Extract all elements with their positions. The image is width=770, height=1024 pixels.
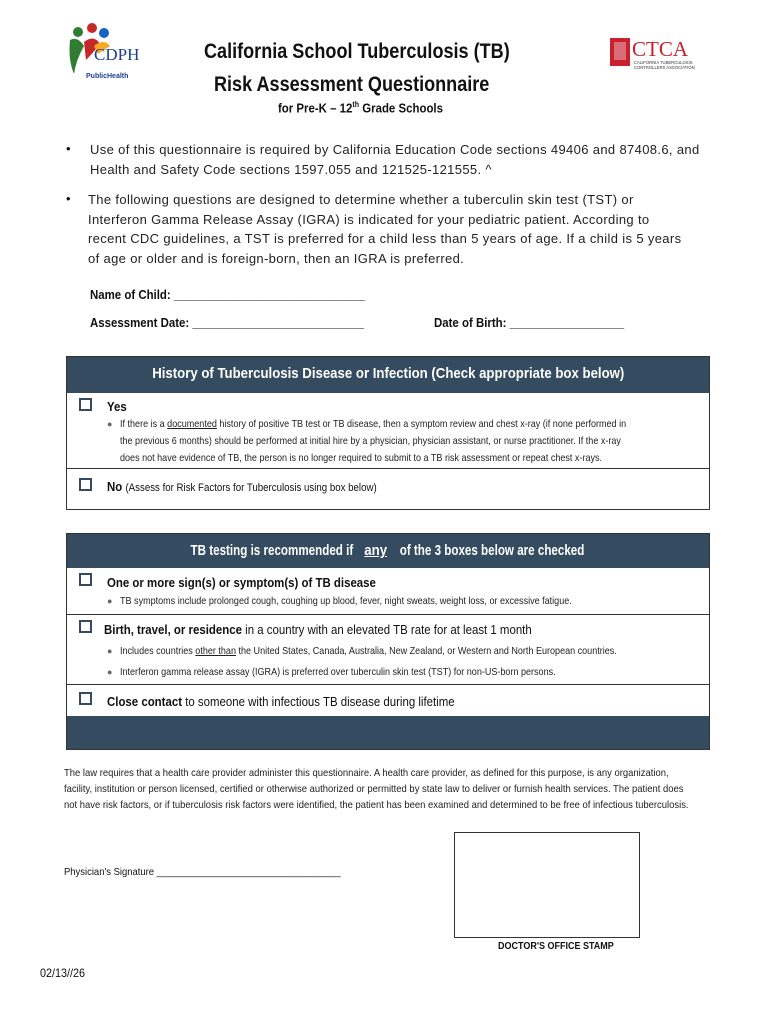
svg-text:CONTROLLERS ASSOCIATION: CONTROLLERS ASSOCIATION [634,65,695,70]
svg-text:PublicHealth: PublicHealth [86,73,129,80]
law-statement: The law requires that a health care provider administer this questionnaire. A health care provider, as defined for this purpose, is any organization, facility, institution or person licensed, certified or otherwise authorized or permitted by state law to deliver or furnish health services. The patient does not have risk factors, or if tuberculosis risk factors were identified, the patient has been examined and determined to be free of infectious tuberculosis. [64,767,689,811]
bullet-dot: ● [107,596,113,606]
intro-bullet-1: Use of this questionnaire is required by California Education Code sections 49406 and 87408.6, and Health and Safety Code sections 1597.055 and 121525-121555. ^ [90,142,700,177]
cdph-logo [64,20,144,82]
yes-label: Yes [107,399,127,414]
divider [67,684,709,685]
bullet-dot: ● [107,667,113,677]
birth-travel-label: Birth, travel, or residence in a country with an elevated TB rate for at least 1 month [104,622,532,637]
section-footer-bar [67,716,709,749]
close-contact-checkbox[interactable] [79,692,92,705]
ctca-logo [608,34,716,74]
no-checkbox[interactable] [79,478,92,491]
assessment-date-field[interactable]: Assessment Date: ___________________________ [90,315,365,330]
name-of-child-field[interactable]: Name of Child: ______________________________ [90,287,365,302]
document-subtitle: for Pre-K – 12th Grade Schools [278,100,443,116]
close-contact-label: Close contact to someone with infectious TB disease during lifetime [107,694,455,709]
no-option: No (Assess for Risk Factors for Tuberculosis using box below) [107,479,377,494]
svg-text:CTCA: CTCA [632,37,689,61]
divider [67,614,709,615]
bullet-dot: ● [107,646,113,656]
birth-travel-checkbox[interactable] [79,620,92,633]
birth-travel-note-2: Interferon gamma release assay (IGRA) is preferred over tuberculin skin test (TST) for non-US-born persons. [120,666,556,678]
birth-travel-note-1: Includes countries other than the United States, Canada, Australia, New Zealand, or Western and North European countries. [120,645,617,657]
yes-checkbox[interactable] [79,398,92,411]
history-section-heading: History of Tuberculosis Disease or Infection (Check appropriate box below) [67,357,709,393]
office-stamp-box [454,832,640,938]
form-date-code: 02/13//26 [40,966,86,980]
divider [67,468,709,469]
history-section [66,356,710,510]
physician-signature-field[interactable]: Physician's Signature ___________________________________ [64,866,341,878]
symptoms-label: One or more sign(s) or symptom(s) of TB disease [107,575,376,590]
intro-bullet-2: The following questions are designed to determine whether a tuberculin skin test (TST) or Interferon Gamma Release Assay (IGRA) is indicated for your pediatric patient. According to recent CDC guidelines, a TST is preferred for a child less than 5 years of age. If a child is 5 years of age or older and is foreign-born, then an IGRA is preferred. [88,192,682,266]
date-of-birth-field[interactable]: Date of Birth: __________________ [434,315,625,330]
office-stamp-label: DOCTOR'S OFFICE STAMP [498,941,614,952]
bullet-dot: ● [107,419,113,429]
svg-text:CDPH: CDPH [94,45,140,64]
svg-text:CALIFORNIA TUBERCULOSIS: CALIFORNIA TUBERCULOSIS [634,60,693,65]
bullet-dot: • [66,141,71,156]
symptoms-note: TB symptoms include prolonged cough, coughing up blood, fever, night sweats, weight loss, or excessive fatigue. [120,595,572,607]
symptoms-checkbox[interactable] [79,573,92,586]
bullet-dot: • [66,191,71,206]
document-title-line2: Risk Assessment Questionnaire [214,73,490,96]
document-title: California School Tuberculosis (TB) [204,40,510,63]
testing-section-heading: TB testing is recommended ifanyof the 3 boxes below are checked [67,534,709,568]
yes-note: If there is a documented history of positive TB test or TB disease, then a symptom review and chest x-ray (if none performed in the previous 6 months) should be performed at initial hire by a physician, physician assistant, or nurse practitioner. If the x-ray does not have evidence of TB, the person is no longer required to submit to a TB risk assessment or repeat chest x-rays. [120,418,627,464]
testing-section [66,533,710,750]
